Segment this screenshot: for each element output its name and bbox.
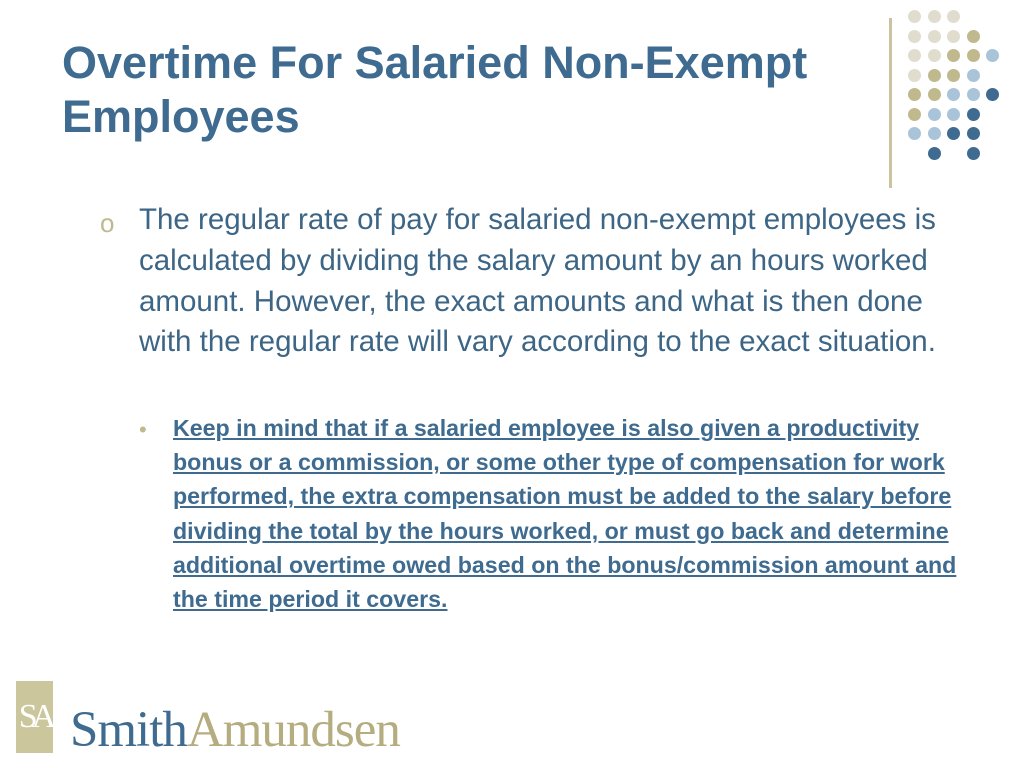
decorative-dot: [947, 127, 960, 140]
decorative-dot-grid: [908, 10, 1024, 170]
main-point-text: The regular rate of pay for salaried non-exempt employees is calculated by dividing the salary amount by an hours worked amount. However, the exact amounts and what is then done with the regular rate will vary according to the exact situation.: [139, 203, 936, 359]
bullet-marker: o: [100, 208, 115, 238]
decorative-dot: [967, 127, 980, 140]
decorative-dot: [947, 88, 960, 101]
decorative-dot: [908, 127, 921, 140]
decorative-dot: [928, 147, 941, 160]
logo-mark: SA: [16, 681, 53, 753]
decorative-dot: [967, 147, 980, 160]
decorative-dot: [967, 69, 980, 82]
sub-point-link[interactable]: Keep in mind that if a salaried employee is also given a productivity bonus or a commission, or some other type of compensation for work performed, the extra compensation must be added to the salary before dividing the total by the hours worked, or must go back and determine additional overtime owed based on the bonus/commission amount and the time period it covers.: [173, 415, 957, 613]
sub-bullet-marker: •: [139, 417, 147, 442]
decorative-dot: [947, 30, 960, 43]
company-logo: [70, 700, 400, 760]
decorative-dot: [967, 108, 980, 121]
decorative-dot: [908, 30, 921, 43]
decorative-dot: [908, 69, 921, 82]
logo-name-part2: Amundsen: [186, 702, 400, 758]
decorative-dot: [928, 127, 941, 140]
decorative-dot: [908, 88, 921, 101]
decorative-dot: [928, 49, 941, 62]
decorative-dot: [928, 10, 941, 23]
decorative-dot: [928, 108, 941, 121]
decorative-dot: [947, 10, 960, 23]
decorative-dot: [908, 108, 921, 121]
decorative-dot: [928, 30, 941, 43]
decorative-dot: [967, 49, 980, 62]
decorative-dot: [928, 69, 941, 82]
slide-title: Overtime For Salaried Non-Exempt Employees: [62, 37, 808, 142]
decorative-dot: [986, 88, 999, 101]
decorative-dot: [947, 108, 960, 121]
decorative-dot: [908, 10, 921, 23]
decorative-dot: [928, 88, 941, 101]
decorative-dot: [967, 30, 980, 43]
decorative-dot: [947, 49, 960, 62]
decorative-dot: [947, 69, 960, 82]
decorative-dot: [986, 49, 999, 62]
decorative-dot: [908, 49, 921, 62]
decorative-divider: [889, 18, 892, 188]
logo-name-part1: Smith: [70, 702, 187, 758]
decorative-dot: [967, 88, 980, 101]
